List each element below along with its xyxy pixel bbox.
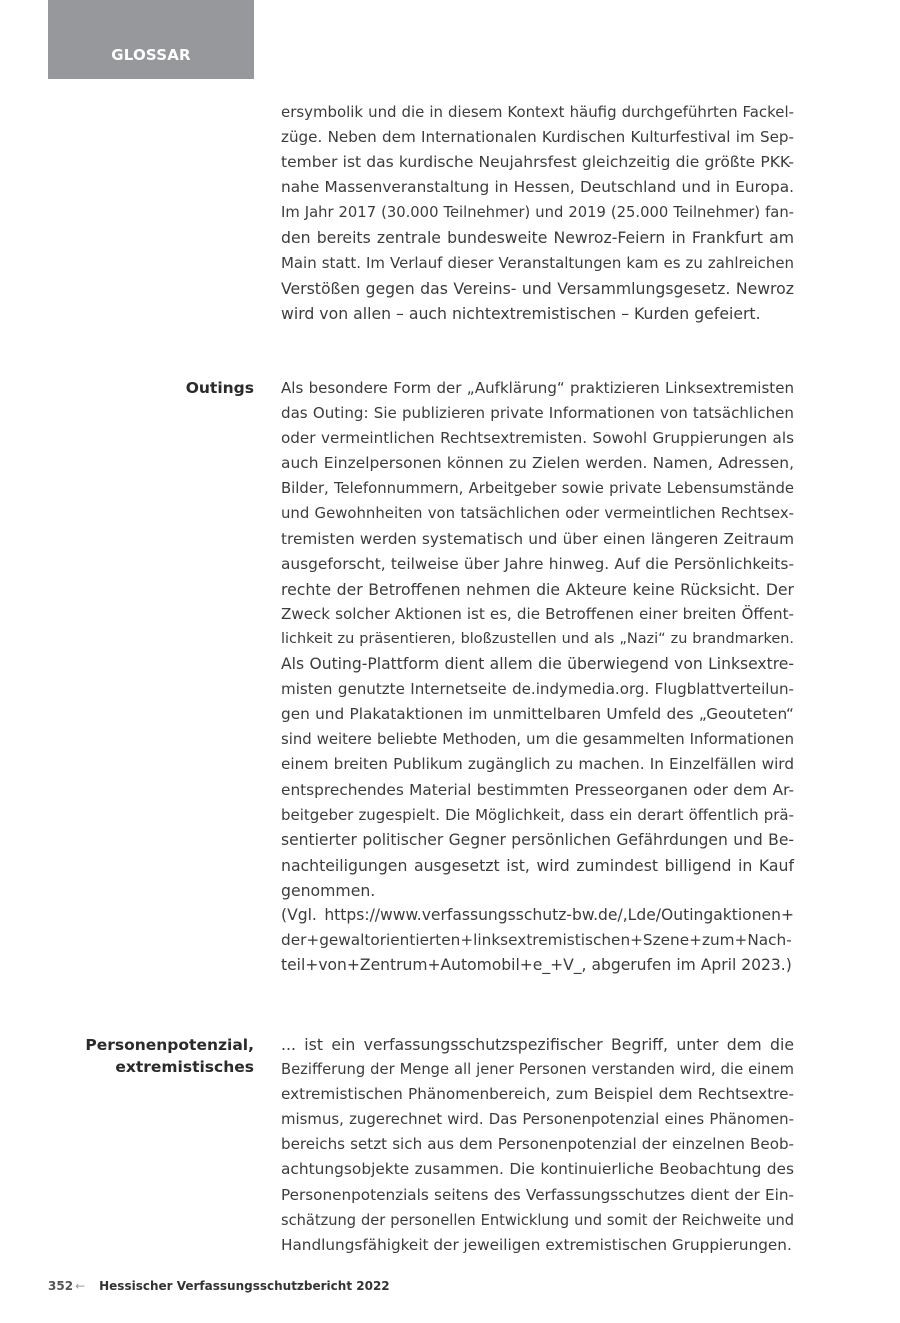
text-line: Bezifferung der Menge all jener Personen verstanden wird, die einem bbox=[281, 1061, 794, 1079]
text-line: ... ist ein verfassungsschutzspezifischer Begriff, unter dem die bbox=[281, 1035, 794, 1054]
text-line: den bereits zentrale bundesweite Newroz-Feiern in Frankfurt am bbox=[281, 228, 794, 248]
text-line: Verstößen gegen das Vereins- und Versammlungsgesetz. Newroz bbox=[281, 278, 794, 298]
text-line: züge. Neben dem Internationalen Kurdischen Kulturfestival im Sep- bbox=[281, 128, 794, 147]
text-line: bereichs setzt sich aus dem Personenpotenzial der einzelnen Beob- bbox=[281, 1135, 794, 1154]
text-line: schätzung der personellen Entwicklung und somit der Reichweite und bbox=[281, 1211, 794, 1229]
text-line: sentierter politischer Gegner persönlichen Gefährdungen und Be- bbox=[281, 830, 794, 849]
text-line: beitgeber zugespielt. Die Möglichkeit, dass ein derart öffentlich prä- bbox=[281, 805, 794, 824]
glossary-term-outings: Outings bbox=[185, 379, 254, 397]
text-line: lichkeit zu präsentieren, bloßzustellen und als „Nazi“ zu brandmarken. bbox=[281, 630, 794, 647]
text-line: Personenpotenzials seitens des Verfassungsschutzes dient der Ein- bbox=[281, 1185, 794, 1204]
text-line: Main statt. Im Verlauf dieser Veranstaltungen kam es zu zahlreichen bbox=[281, 253, 794, 272]
citation-line: teil+von+Zentrum+Automobil+e_+V_, abgerufen im April 2023.) bbox=[281, 956, 792, 975]
text-line: nahe Massenveranstaltung in Hessen, Deutschland und in Europa. bbox=[281, 178, 794, 197]
page-number: 352 bbox=[48, 1279, 74, 1293]
glossary-term-personenpotenzial bbox=[85, 1034, 254, 1078]
text-line: Bilder, Telefonnummern, Arbeitgeber sowie private Lebensumstände bbox=[281, 480, 794, 498]
text-line: oder vermeintlichen Rechtsextremisten. Sowohl Gruppierungen als bbox=[281, 429, 794, 448]
text-line: Handlungsfähigkeit der jeweiligen extremistischen Gruppierungen. bbox=[281, 1235, 792, 1254]
text-line: auch Einzelpersonen können zu Zielen werden. Namen, Adressen, bbox=[281, 454, 794, 473]
text-line: sind weitere beliebte Methoden, um die gesammelten Informationen bbox=[281, 731, 794, 749]
text-line: tember ist das kurdische Neujahrsfest gleichzeitig die größte PKK- bbox=[281, 153, 794, 172]
definition-newroz-continued bbox=[281, 100, 794, 326]
arrow-left-icon: ← bbox=[75, 1279, 86, 1293]
definition-personenpotenzial bbox=[281, 1032, 794, 1258]
text-line: mismus, zugerechnet wird. Das Personenpotenzial eines Phänomen- bbox=[281, 1110, 794, 1129]
text-line: Als Outing-Plattform dient allem die überwiegend von Linksextre- bbox=[281, 655, 794, 674]
publication-title: Hessischer Verfassungsschutzbericht 2022 bbox=[99, 1279, 390, 1293]
text-line: Als besondere Form der „Aufklärung“ praktizieren Linksextremisten bbox=[281, 379, 794, 397]
text-line: wird von allen – auch nichtextremistischen – Kurden gefeiert. bbox=[281, 303, 761, 323]
text-line: und Gewohnheiten von tatsächlichen oder vermeintlichen Rechtsex- bbox=[281, 504, 794, 523]
text-line: extremistischen Phänomenbereich, zum Beispiel dem Rechtsextre- bbox=[281, 1085, 794, 1104]
section-label: GLOSSAR bbox=[111, 46, 191, 64]
text-line: misten genutzte Internetseite de.indymedia.org. Flugblattverteilun- bbox=[281, 680, 794, 699]
text-line: entsprechendes Material bestimmten Presseorganen oder dem Ar- bbox=[281, 780, 794, 799]
text-line: Zweck solcher Aktionen ist es, die Betroffenen einer breiten Öffent- bbox=[281, 604, 794, 623]
text-line: ersymbolik und die in diesem Kontext häufig durchgeführten Fackel- bbox=[281, 103, 794, 121]
text-line: einem breiten Publikum zugänglich zu machen. In Einzelfällen wird bbox=[281, 755, 794, 774]
text-line: tremisten werden systematisch und über einen längeren Zeitraum bbox=[281, 529, 794, 548]
text-line: das Outing: Sie publizieren private Informationen von tatsächlichen bbox=[281, 404, 794, 423]
text-line: achtungsobjekte zusammen. Die kontinuierliche Beobachtung des bbox=[281, 1160, 794, 1179]
text-line: Im Jahr 2017 (30.000 Teilnehmer) und 2019 (25.000 Teilnehmer) fan- bbox=[281, 204, 794, 222]
text-line: genommen. bbox=[281, 880, 376, 900]
text-line: rechte der Betroffenen nehmen die Akteure keine Rücksicht. Der bbox=[281, 579, 794, 599]
definition-outings bbox=[281, 376, 794, 978]
citation-line: (Vgl. https://www.verfassungsschutz-bw.de/,Lde/Outingaktionen+ bbox=[281, 905, 794, 924]
page-footer bbox=[48, 1279, 390, 1293]
term-line: extremistisches bbox=[115, 1058, 254, 1076]
section-tab bbox=[48, 0, 254, 79]
text-line: nachteiligungen ausgesetzt ist, wird zumindest billigend in Kauf bbox=[281, 855, 794, 875]
text-line: ausgeforscht, teilweise über Jahre hinweg. Auf die Persönlichkeits- bbox=[281, 554, 794, 573]
term-line: Personenpotenzial, bbox=[85, 1036, 254, 1054]
citation-line: der+gewaltorientierten+linksextremistischen+Szene+zum+Nach- bbox=[281, 931, 792, 950]
text-line: gen und Plakataktionen im unmittelbaren Umfeld des „Geouteten“ bbox=[281, 705, 794, 724]
